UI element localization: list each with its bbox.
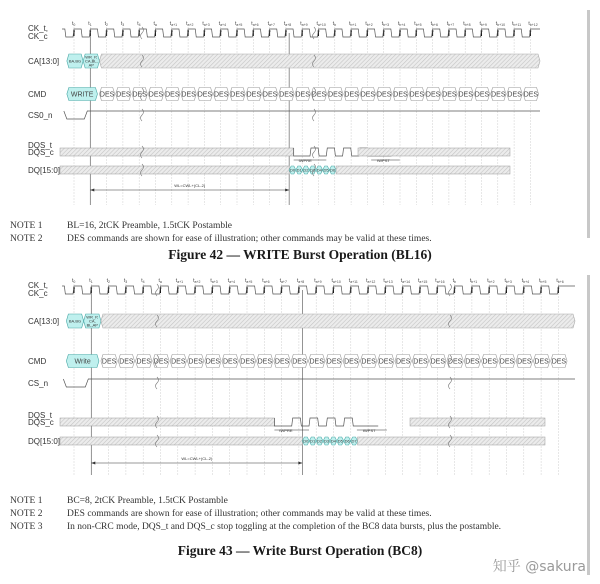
cmd-des-label: DES — [425, 91, 441, 99]
dq-data-label: D0 — [303, 438, 309, 444]
cmd-des-label: DES — [523, 91, 539, 99]
cmd-row — [66, 355, 567, 368]
cmd-des-label: DES — [551, 358, 567, 366]
signal-label: CMD — [28, 90, 47, 99]
clock-tick-label: $t_{a+11}$ — [348, 278, 358, 284]
clock-tick-label: $t_3$ — [120, 21, 125, 27]
dq-data-label: D3 — [310, 167, 316, 173]
clock-tick-label: $t_{a+1}$ — [169, 21, 178, 27]
clock-tick-label: $t_2$ — [104, 21, 108, 27]
cmd-des-label: DES — [393, 91, 408, 99]
ca-dont-care — [101, 314, 575, 328]
wl-label: WL=CWL+(CL-2) — [174, 183, 206, 188]
clock-tick-label: $t_{b+4}$ — [521, 278, 530, 284]
cmd-des-label: DES — [165, 91, 180, 99]
ca-box-label: BL,AP — [86, 322, 98, 328]
clock-tick-label: $t_{a+2}$ — [193, 278, 201, 284]
notes-fig43 — [10, 495, 501, 534]
clock-tick-label: $t_4$ — [141, 278, 145, 284]
clock-tick-label: $t_0$ — [72, 278, 76, 284]
cmd-des-label: DES — [171, 358, 186, 366]
cmd-write-label: WRITE — [70, 91, 94, 99]
cmd-des-label: DES — [153, 358, 169, 366]
signal-label: CS0_n — [28, 111, 53, 120]
note-2: NOTE 2 DES commands are shown for ease of illustration; other commands may be valid at these times. — [10, 234, 432, 244]
clock-tick-label: $t_{a+4}$ — [218, 21, 227, 27]
clock-tick-label: $t_{a+4}$ — [227, 278, 236, 284]
cmd-des-label: DES — [458, 91, 473, 99]
clock-waveform — [62, 21, 540, 37]
cmd-des-label: DES — [344, 358, 359, 366]
signal-label: DQS_c — [28, 418, 54, 427]
signal-label: CK_t, — [28, 281, 49, 290]
clock-tick-label: $t_b$ — [332, 21, 337, 27]
notes-fig42 — [10, 220, 432, 246]
signal-label: DQS_t — [28, 411, 53, 420]
ca-box-label: WR_P, — [86, 314, 99, 320]
twpst-label: tWPST — [362, 428, 376, 433]
signal-label: DQS_t — [28, 141, 53, 150]
clock-tick-label: $t_{a+7}$ — [267, 21, 275, 27]
signal-label: CMD — [28, 357, 47, 366]
clock-tick-label: $t_{a+3}$ — [202, 21, 210, 27]
cmd-des-label: DES — [279, 91, 294, 99]
cmd-des-label: DES — [507, 91, 522, 99]
cmd-des-label: DES — [257, 358, 273, 366]
clock-tick-label: $t_{b+1}$ — [349, 21, 357, 27]
ca-box-label: BA,BG — [68, 318, 82, 324]
cmd-des-label: DES — [491, 91, 506, 99]
cmd-des-label: DES — [246, 91, 262, 99]
dqs-row — [60, 148, 510, 163]
clock-tick-label: $t_{b+4}$ — [398, 21, 406, 27]
ca-row — [67, 54, 540, 68]
twpst-label: tWPST — [377, 158, 390, 163]
cs-waveform — [64, 111, 540, 119]
ca-dont-care — [99, 54, 540, 68]
cmd-des-label: DES — [474, 91, 490, 99]
cmd-des-label: DES — [213, 91, 229, 99]
cmd-des-label: DES — [148, 91, 164, 99]
clock-tick-label: $t_1$ — [89, 278, 93, 284]
cmd-des-label: DES — [413, 358, 428, 366]
cmd-des-label: DES — [119, 358, 134, 366]
dq-data-label: D0 — [289, 167, 296, 173]
clock-tick-label: $t_{a+9}$ — [314, 278, 322, 284]
dq-data-label: D4 — [316, 167, 322, 173]
ca-row — [66, 314, 575, 328]
clock-tick-label: $t_{a+6}$ — [262, 278, 270, 284]
clock-tick-label: $t_a$ — [158, 278, 162, 284]
ca-box-label: WR_P, — [85, 54, 98, 60]
dq-row — [60, 166, 510, 174]
cmd-des-label: DES — [240, 358, 255, 366]
cmd-row — [67, 88, 539, 101]
dq-data-label: D5 — [337, 438, 343, 444]
cmd-des-label: DES — [181, 91, 196, 99]
signal-label: CS_n — [28, 379, 49, 388]
cmd-des-label: DES — [274, 358, 290, 366]
clock-tick-label: $t_{a+8}$ — [296, 278, 305, 284]
clock-tick-label: $t_{a+5}$ — [235, 21, 243, 27]
clock-tick-label: $t_{b+12}$ — [528, 21, 538, 27]
signal-label: CA[13:0] — [28, 57, 60, 66]
clock-tick-label: $t_{b+1}$ — [469, 278, 478, 284]
cmd-des-label: DES — [447, 358, 463, 366]
clock-tick-label: $t_{a+3}$ — [210, 278, 218, 284]
clock-tick-label: $t_{a+2}$ — [186, 21, 194, 27]
watermark: 知乎 @sakura — [492, 559, 586, 575]
cmd-des-label: DES — [465, 358, 480, 366]
clock-tick-label: $t_3$ — [123, 278, 128, 284]
clock-tick-label: $t_{b+8}$ — [463, 21, 471, 27]
dq-data-label: D6 — [330, 167, 336, 173]
cmd-des-label: DES — [262, 91, 278, 99]
clock-tick-label: $t_{a+14}$ — [400, 278, 410, 284]
figure-caption: Figure 42 — WRITE Burst Operation (BL16) — [168, 247, 432, 262]
dq-data-label: D5 — [323, 167, 329, 173]
write-latency-arrow — [90, 183, 289, 192]
cmd-des-label: DES — [430, 358, 446, 366]
cmd-des-label: DES — [116, 91, 131, 99]
clock-tick-label: $t_{a+15}$ — [418, 278, 428, 284]
cs-waveform — [63, 379, 575, 387]
clock-tick-label: $t_{b+10}$ — [495, 21, 506, 27]
cmd-des-label: DES — [409, 91, 425, 99]
cmd-des-label: DES — [326, 358, 342, 366]
cmd-write-label: Write — [74, 358, 91, 366]
cmd-des-label: DES — [499, 358, 515, 366]
clock-tick-label: $t_{a+13}$ — [383, 278, 393, 284]
clock-tick-label: $t_{b+6}$ — [556, 278, 564, 284]
dq-data-label: D3 — [323, 438, 330, 444]
ca-box-label: AP — [88, 62, 94, 68]
figure-caption: Figure 43 — Write Burst Operation (BC8) — [177, 543, 423, 558]
clock-tick-label: $t_{b+11}$ — [512, 21, 522, 27]
cmd-des-label: DES — [360, 91, 376, 99]
ca-box-label: CA,BL, — [84, 58, 98, 64]
cmd-des-label: DES — [136, 358, 151, 366]
ca-box-label: BA,BG — [68, 58, 82, 64]
clock-tick-label: $t_{b+9}$ — [479, 21, 487, 27]
ca-box-label: CA, — [88, 318, 96, 324]
cmd-des-label: DES — [482, 358, 497, 366]
clock-waveform — [62, 278, 575, 294]
clock-tick-label: $t_{b+3}$ — [381, 21, 390, 27]
clock-tick-label: $t_2$ — [106, 278, 110, 284]
cmd-des-label: DES — [101, 358, 117, 366]
cmd-des-label: DES — [442, 91, 457, 99]
cmd-des-label: DES — [378, 358, 394, 366]
note-2: NOTE 2 DES commands are shown for ease of illustration; other commands may be valid at these times. — [10, 509, 432, 519]
cmd-des-label: DES — [534, 358, 549, 366]
clock-tick-label: $t_{a+9}$ — [300, 21, 308, 27]
wl-label: WL=CWL+(CL-2) — [181, 456, 213, 461]
twpre-label: tWPRE — [298, 158, 312, 163]
clock-tick-label: $t_4$ — [137, 21, 141, 27]
cmd-des-label: DES — [328, 91, 343, 99]
signal-label: DQ[15:0] — [28, 437, 61, 446]
clock-tick-label: $t_1$ — [88, 21, 92, 27]
cmd-des-label: DES — [197, 91, 213, 99]
write-latency-arrow — [91, 456, 302, 465]
dq-data-label: D2 — [317, 438, 323, 444]
dq-data-label: D1 — [296, 167, 302, 173]
dq-data-label: D4 — [330, 438, 336, 444]
clock-tick-label: $t_a$ — [153, 21, 157, 27]
cmd-des-label: DES — [376, 91, 392, 99]
signal-label: DQS_c — [28, 148, 54, 157]
note-3: NOTE 3 In non-CRC mode, DQS_t and DQS_c stop toggling at the completion of the BC8 data bursts, plus the postamble. — [10, 522, 502, 532]
clock-tick-label: $t_{a+6}$ — [251, 21, 259, 27]
clock-tick-label: $t_{a+16}$ — [435, 278, 445, 284]
cmd-des-label: DES — [188, 358, 203, 366]
cmd-des-label: DES — [222, 358, 238, 366]
clock-tick-label: $t_{a+10}$ — [316, 21, 326, 27]
figure-43-write-burst-bc8 — [0, 275, 600, 584]
dq-data-label: D2 — [303, 167, 309, 173]
cmd-des-label: DES — [230, 91, 245, 99]
clock-tick-label: $t_{b+6}$ — [430, 21, 438, 27]
clock-tick-label: $t_{b+5}$ — [539, 278, 547, 284]
twpre-label: tWPRE — [279, 428, 293, 433]
clock-tick-label: $t_0$ — [72, 21, 76, 27]
note-1: NOTE 1 BL=16, 2tCK Preamble, 1.5tCK Postamble — [10, 221, 233, 231]
clock-tick-label: $t_{b+5}$ — [414, 21, 422, 27]
signal-label: CK_c — [28, 32, 48, 41]
cmd-des-label: DES — [205, 358, 221, 366]
clock-tick-label: $t_{a+10}$ — [331, 278, 341, 284]
dq-data-label: D7 — [351, 438, 357, 444]
clock-tick-label: $t_{b+2}$ — [487, 278, 495, 284]
dq-row — [60, 437, 545, 445]
clock-tick-label: $t_{b+3}$ — [504, 278, 512, 284]
signal-label: CK_c — [28, 289, 48, 298]
clock-tick-label: $t_{b+7}$ — [446, 21, 455, 27]
cmd-des-label: DES — [311, 91, 327, 99]
timing-diagram-bc8 — [0, 275, 600, 584]
cmd-des-label: DES — [295, 91, 310, 99]
signal-label: CK_t, — [28, 24, 49, 33]
side-bar — [587, 275, 590, 575]
cmd-des-label: DES — [309, 358, 324, 366]
figure-42-write-burst-bl16 — [0, 0, 600, 270]
clock-tick-label: $t_b$ — [452, 278, 456, 284]
note-1: NOTE 1 BC=8, 2tCK Preamble, 1.5tCK Postamble — [10, 496, 228, 506]
grid-lines — [74, 284, 558, 475]
signal-label: DQ[15:0] — [28, 166, 61, 175]
cmd-des-label: DES — [292, 358, 307, 366]
dq-data-label: D1 — [310, 438, 316, 444]
side-bar — [587, 10, 590, 238]
clock-tick-label: $t_{a+5}$ — [245, 278, 253, 284]
cmd-des-label: DES — [395, 358, 411, 366]
dq-data-label: D6 — [344, 438, 350, 444]
cmd-des-label: DES — [344, 91, 359, 99]
clock-tick-label: $t_{a+12}$ — [366, 278, 376, 284]
clock-tick-label: $t_{a+7}$ — [279, 278, 287, 284]
clock-tick-label: $t_{b+2}$ — [365, 21, 373, 27]
clock-tick-label: $t_{a+1}$ — [175, 278, 184, 284]
clock-tick-label: $t_{a+8}$ — [283, 21, 292, 27]
cmd-des-label: DES — [132, 91, 147, 99]
cmd-des-label: DES — [99, 91, 115, 99]
signal-label: CA[13:0] — [28, 317, 60, 326]
cmd-des-label: DES — [361, 358, 376, 366]
cmd-des-label: DES — [517, 358, 532, 366]
